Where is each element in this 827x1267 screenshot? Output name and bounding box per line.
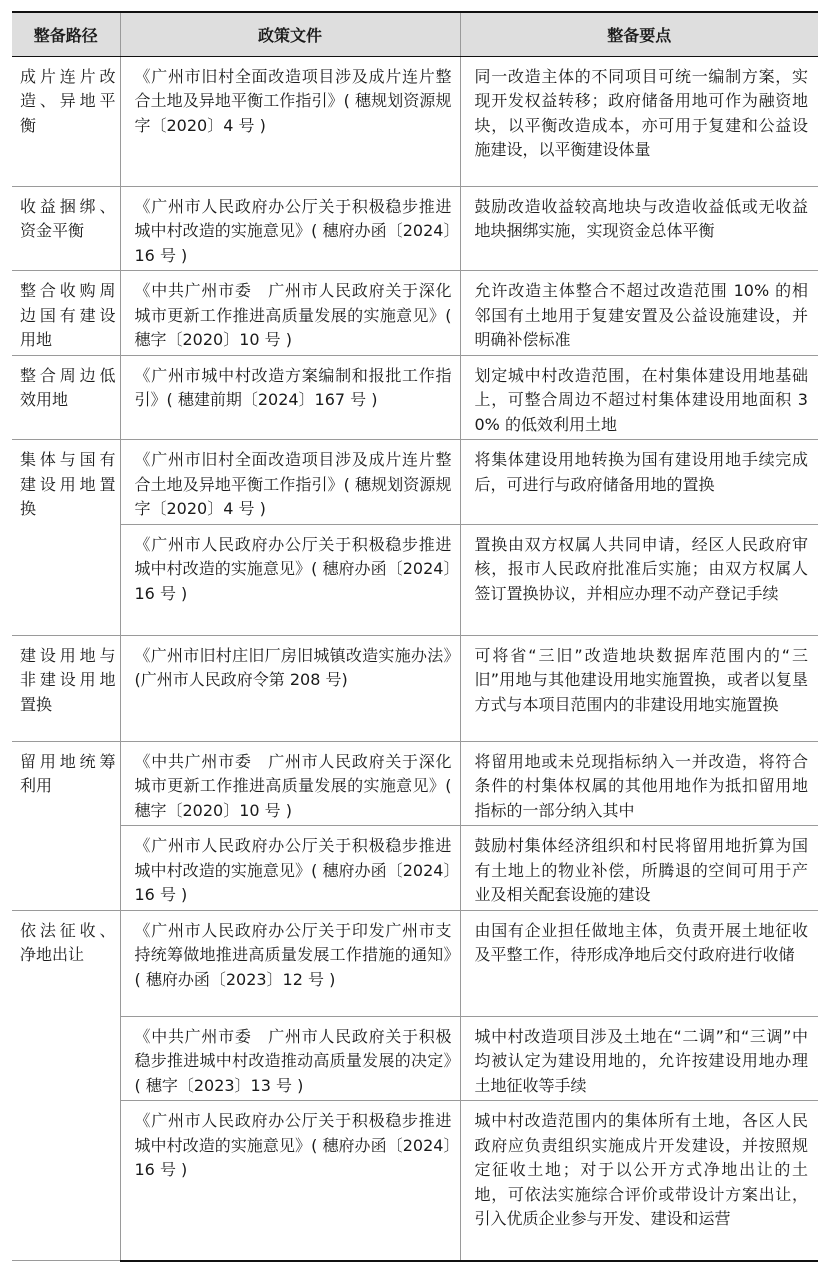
points-cell: 将集体建设用地转换为国有建设用地手续完成后，可进行与政府储备用地的置换 [460, 440, 818, 525]
doc-cell: 《广州市人民政府办公厅关于积极稳步推进城中村改造的实施意见》( 穗府办函〔2024〕16 号 ) [120, 1101, 460, 1261]
doc-cell: 《中共广州市委 广州市人民政府关于积极稳步推进城中村改造推动高质量发展的决定》( 穗字〔2023〕13 号 ) [120, 1016, 460, 1101]
points-cell: 将留用地或未兑现指标纳入一并改造，将符合条件的村集体权属的其他用地作为抵扣留用地指标的一部分纳入其中 [460, 741, 818, 826]
table-row [12, 910, 818, 1016]
table-row [12, 440, 818, 525]
doc-cell: 《广州市人民政府办公厅关于积极稳步推进城中村改造的实施意见》( 穗府办函〔2024〕16 号 ) [120, 826, 460, 911]
doc-cell: 《广州市旧村庄旧厂房旧城镇改造实施办法》(广州市人民政府令第 208 号) [120, 635, 460, 741]
table-row [12, 1016, 818, 1101]
header-doc: 政策文件 [120, 12, 460, 56]
doc-cell: 《广州市旧村全面改造项目涉及成片连片整合土地及异地平衡工作指引》( 穗规划资源规字〔2020〕4 号 ) [120, 56, 460, 186]
table-row [12, 186, 818, 271]
policy-table [12, 11, 818, 1262]
header-row [12, 12, 818, 56]
table-row [12, 524, 818, 635]
points-cell: 鼓励改造收益较高地块与改造收益低或无收益地块捆绑实施，实现资金总体平衡 [460, 186, 818, 271]
path-cell: 依法征收、净地出让 [12, 910, 120, 1261]
header-points: 整备要点 [460, 12, 818, 56]
table-row [12, 635, 818, 741]
table-row [12, 355, 818, 440]
doc-cell: 《广州市旧村全面改造项目涉及成片连片整合土地及异地平衡工作指引》( 穗规划资源规字〔2020〕4 号 ) [120, 440, 460, 525]
points-cell: 允许改造主体整合不超过改造范围 10% 的相邻国有土地用于复建安置及公益设施建设，并明确补偿标准 [460, 271, 818, 356]
path-cell: 整合周边低效用地 [12, 355, 120, 440]
path-cell: 收益捆绑、资金平衡 [12, 186, 120, 271]
path-cell: 整合收购周边国有建设用地 [12, 271, 120, 356]
path-cell: 留用地统筹利用 [12, 741, 120, 910]
path-cell: 建设用地与非建设用地置换 [12, 635, 120, 741]
path-cell: 集体与国有建设用地置换 [12, 440, 120, 636]
doc-cell: 《中共广州市委 广州市人民政府关于深化城市更新工作推进高质量发展的实施意见》( 穗字〔2020〕10 号 ) [120, 271, 460, 356]
path-cell: 成片连片改造、异地平衡 [12, 56, 120, 186]
points-cell: 置换由双方权属人共同申请，经区人民政府审核，报市人民政府批准后实施；由双方权属人签订置换协议，并相应办理不动产登记手续 [460, 524, 818, 635]
points-cell: 划定城中村改造范围，在村集体建设用地基础上，可整合周边不超过村集体建设用地面积 30% 的低效利用土地 [460, 355, 818, 440]
doc-cell: 《广州市人民政府办公厅关于积极稳步推进城中村改造的实施意见》( 穗府办函〔2024〕16 号 ) [120, 524, 460, 635]
points-cell: 鼓励村集体经济组织和村民将留用地折算为国有土地上的物业补偿，所腾退的空间可用于产业及相关配套设施的建设 [460, 826, 818, 911]
doc-cell: 《中共广州市委 广州市人民政府关于深化城市更新工作推进高质量发展的实施意见》( 穗字〔2020〕10 号 ) [120, 741, 460, 826]
doc-cell: 《广州市人民政府办公厅关于印发广州市支持统筹做地推进高质量发展工作措施的通知》( 穗府办函〔2023〕12 号 ) [120, 910, 460, 1016]
table-row [12, 826, 818, 911]
points-cell: 可将省“三旧”改造地块数据库范围内的“三旧”用地与其他建设用地实施置换，或者以复垦方式与本项目范围内的非建设用地实施置换 [460, 635, 818, 741]
doc-cell: 《广州市城中村改造方案编制和报批工作指引》( 穗建前期〔2024〕167 号 ) [120, 355, 460, 440]
points-cell: 城中村改造项目涉及土地在“二调”和“三调”中均被认定为建设用地的，允许按建设用地办理土地征收等手续 [460, 1016, 818, 1101]
table-row [12, 741, 818, 826]
points-cell: 城中村改造范围内的集体所有土地，各区人民政府应负责组织实施成片开发建设，并按照规定征收土地；对于以公开方式净地出让的土地，可依法实施综合评价或带设计方案出让，引入优质企业参与开发、建设和运营 [460, 1101, 818, 1261]
table-row [12, 271, 818, 356]
doc-cell: 《广州市人民政府办公厅关于积极稳步推进城中村改造的实施意见》( 穗府办函〔2024〕16 号 ) [120, 186, 460, 271]
points-cell: 由国有企业担任做地主体，负责开展土地征收及平整工作，待形成净地后交付政府进行收储 [460, 910, 818, 1016]
table-row [12, 1101, 818, 1261]
table-row [12, 56, 818, 186]
points-cell: 同一改造主体的不同项目可统一编制方案，实现开发权益转移；政府储备用地可作为融资地块，以平衡改造成本，亦可用于复建和公益设施建设，以平衡建设体量 [460, 56, 818, 186]
header-path: 整备路径 [12, 12, 120, 56]
